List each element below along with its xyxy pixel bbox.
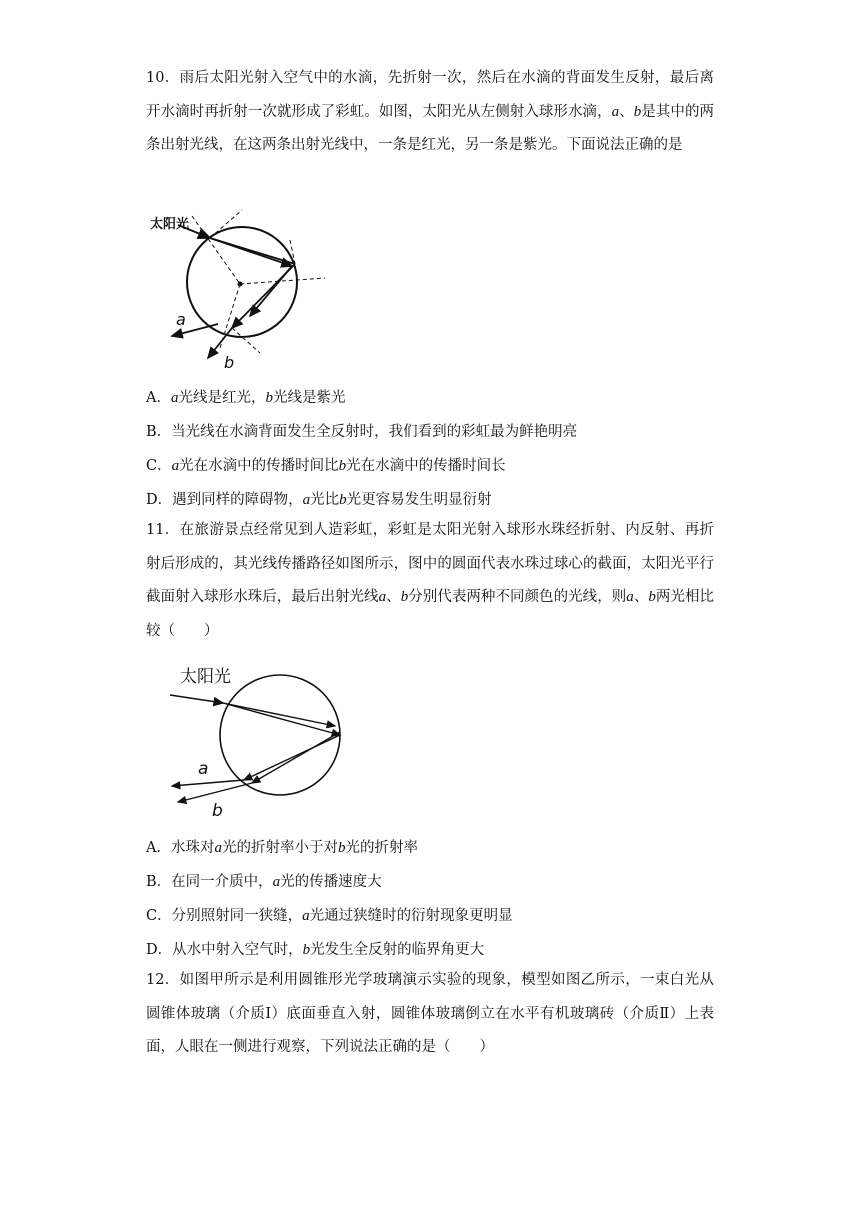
q11-option-b: B．在同一介质中，a光的传播速度大 (146, 874, 382, 890)
q10-raindrop-figure (150, 208, 340, 373)
q10-option-a: A．a光线是红光，b光线是紫光 (146, 390, 346, 406)
q11-waterdrop-figure (160, 660, 360, 820)
q10-sun-label: 太阳光 (150, 217, 190, 232)
q10-option-d: D．遇到同样的障碍物，a光比b光更容易发生明显衍射 (146, 492, 492, 508)
q11-option-d: D．从水中射入空气时，b光发生全反射的临界角更大 (146, 942, 485, 958)
q12-stem: 12．如图甲所示是利用圆锥形光学玻璃演示实验的现象，模型如图乙所示，一束白光从圆锥体玻璃（介质Ⅰ）底面垂直入射，圆锥体玻璃倒立在水平有机玻璃砖（介质Ⅱ）上表面，人眼在一侧进行观察，下列说法正确的是（ ） (146, 972, 714, 1055)
q10-ray-a-label: a (176, 310, 186, 329)
q11-ray-b-label: b (212, 801, 223, 820)
q10-ray-b-label: b (224, 353, 235, 372)
q10-center-dot (238, 282, 243, 287)
q11-option-c: C．分别照射同一狭缝，a光通过狭缝时的衍射现象更明显 (146, 908, 513, 924)
q10-option-c: C．a光在水滴中的传播时间比b光在水滴中的传播时间长 (146, 458, 506, 474)
q10-stem: 10．雨后太阳光射入空气中的水滴，先折射一次，然后在水滴的背面发生反射，最后离开水滴时再折射一次就形成了彩虹。如图，太阳光从左侧射入球形水滴，a、b是其中的两条出射光线，在这两条出射光线中，一条是红光，另一条是紫光。下面说法正确的是 (146, 70, 715, 153)
q10-option-b: B．当光线在水滴背面发生全反射时，我们看到的彩虹最为鲜艳明亮 (146, 424, 578, 440)
q11-option-a: A．水珠对a光的折射率小于对b光的折射率 (146, 840, 418, 856)
q11-sun-label: 太阳光 (180, 667, 231, 687)
q11-ray-a-label: a (198, 759, 209, 779)
q11-stem: 11．在旅游景点经常见到人造彩虹，彩虹是太阳光射入球形水珠经折射、内反射、再折射后形成的，其光线传播路径如图所示，图中的圆面代表水珠过球心的截面，太阳光平行截面射入球形水珠后，最后出射光线a、b分别代表两种不同颜色的光线，则a、b两光相比较（ ） (146, 522, 715, 639)
q10-droplet-circle (187, 227, 297, 337)
q11-droplet-circle (220, 675, 340, 795)
